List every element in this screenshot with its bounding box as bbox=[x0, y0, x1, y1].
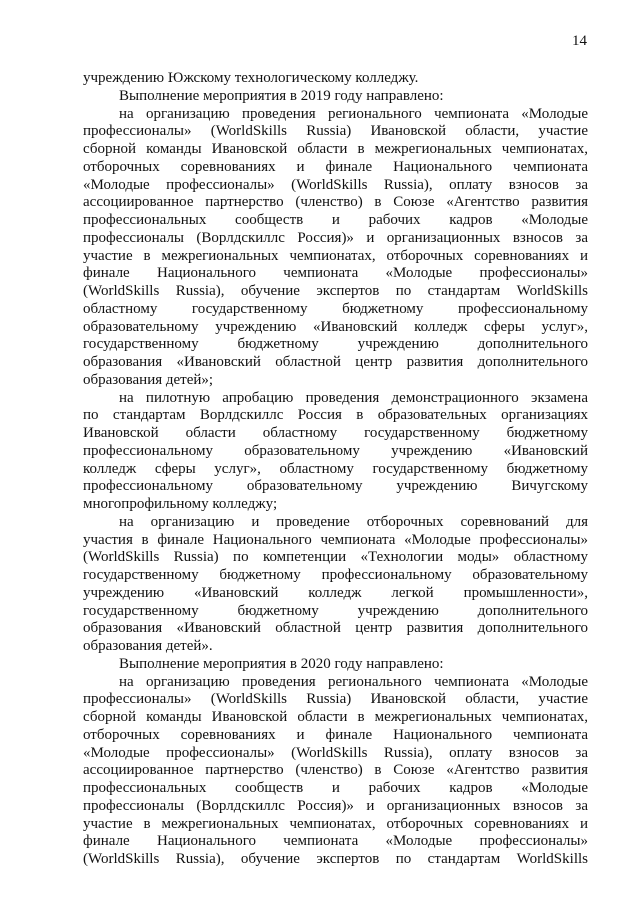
text-line: профессионалы (Ворлдскиллс Россия)» и организационных взносов за bbox=[83, 797, 588, 814]
text-line: финале Национального чемпионата «Молодые профессионалы» bbox=[83, 265, 588, 282]
text-line: финале Национального чемпионата «Молодые профессионалы» bbox=[83, 833, 588, 850]
text-line: участия в финале Национального чемпионата «Молодые профессионалы» bbox=[83, 531, 588, 548]
text-line: участие в межрегиональных чемпионатах, отборочных соревнованиях и bbox=[83, 247, 588, 264]
text-line: образования «Ивановский областной центр развития дополнительного bbox=[83, 354, 588, 370]
document-body bbox=[83, 70, 588, 869]
text-line: профессиональных сообществ и рабочих кадров «Молодые bbox=[83, 212, 588, 228]
text-line: учреждению «Ивановский колледж легкой промышленности», bbox=[83, 584, 588, 601]
text-line: «Молодые профессионалы» (WorldSkills Russia), оплату взносов за bbox=[83, 744, 588, 761]
text-line: профессионалы» (WorldSkills Russia) Ивановской области, участие bbox=[83, 123, 588, 140]
text-line: профессиональному образовательному учреждению Вичугскому bbox=[83, 478, 588, 495]
text-line: «Молодые профессионалы» (WorldSkills Russia), оплату взносов за bbox=[83, 176, 588, 193]
text-line: Выполнение мероприятия в 2020 году направлено: bbox=[119, 655, 444, 672]
text-line: ассоциированное партнерство (членство) в Союзе «Агентство развития bbox=[83, 194, 588, 211]
text-line: ассоциированное партнерство (членство) в Союзе «Агентство развития bbox=[83, 762, 588, 779]
text-line: Выполнение мероприятия в 2019 году направлено: bbox=[119, 87, 444, 104]
text-line: образования детей». bbox=[83, 638, 213, 654]
text-line: многопрофильному колледжу; bbox=[83, 496, 278, 512]
text-line: отборочных соревнованиях и финале Национального чемпионата bbox=[83, 726, 588, 743]
text-line: отборочных соревнованиях и финале Национального чемпионата bbox=[83, 158, 588, 175]
page-number: 14 bbox=[572, 33, 587, 49]
text-line: сборной команды Ивановской области в межрегиональных чемпионатах, bbox=[83, 141, 588, 157]
text-line: профессиональных сообществ и рабочих кадров «Молодые bbox=[83, 780, 588, 796]
text-line: на пилотную апробацию проведения демонстрационного экзамена bbox=[119, 389, 588, 406]
text-line: участие в межрегиональных чемпионатах, отборочных соревнованиях и bbox=[83, 815, 588, 832]
text-line: (WorldSkills Russia), обучение экспертов по стандартам WorldSkills bbox=[83, 283, 588, 299]
text-line: образования «Ивановский областной центр развития дополнительного bbox=[83, 620, 588, 637]
text-line: по стандартам Ворлдскиллс Россия в образовательных организациях bbox=[83, 407, 588, 424]
text-line: областному государственному бюджетному профессиональному bbox=[83, 300, 588, 317]
text-line: (WorldSkills Russia) по компетенции «Технологии моды» областному bbox=[83, 549, 588, 566]
text-line: на организацию проведения регионального чемпионата «Молодые bbox=[119, 673, 588, 690]
text-line: Ивановской области областному государственному бюджетному bbox=[83, 425, 588, 441]
text-line: профессионалы (Ворлдскиллс Россия)» и организационных взносов за bbox=[83, 229, 588, 246]
text-line: образования детей»; bbox=[83, 371, 214, 388]
text-line: профессиональному образовательному учреждению «Ивановский bbox=[83, 442, 588, 459]
text-line: на организацию и проведение отборочных соревнований для bbox=[119, 513, 588, 530]
text-line: государственному бюджетному учреждению дополнительного bbox=[83, 602, 588, 619]
text-line: на организацию проведения регионального чемпионата «Молодые bbox=[119, 105, 588, 122]
text-line: образовательному учреждению «Ивановский колледж сферы услуг», bbox=[83, 318, 588, 335]
text-line: государственному бюджетному профессиональному образовательному bbox=[83, 567, 588, 583]
text-line: колледж сферы услуг», областному государственному бюджетному bbox=[83, 460, 588, 477]
text-line: профессионалы» (WorldSkills Russia) Ивановской области, участие bbox=[83, 691, 588, 708]
text-line: учреждению Южскому технологическому колледжу. bbox=[83, 70, 419, 86]
text-line: государственному бюджетному учреждению дополнительного bbox=[83, 336, 588, 353]
text-line: сборной команды Ивановской области в межрегиональных чемпионатах, bbox=[83, 709, 588, 725]
text-line: (WorldSkills Russia), обучение экспертов по стандартам WorldSkills bbox=[83, 851, 588, 867]
